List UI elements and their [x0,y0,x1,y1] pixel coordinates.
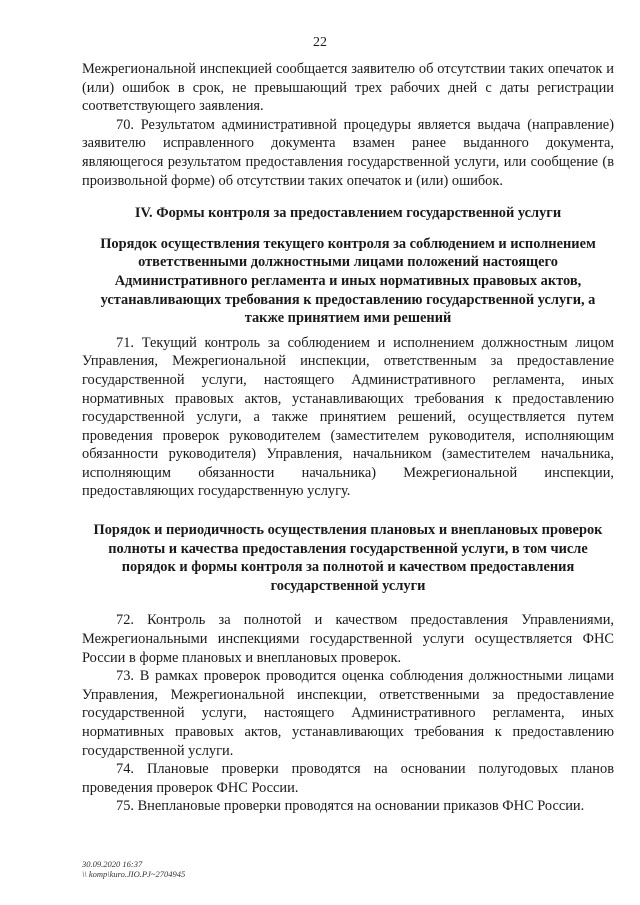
paragraph-74: 74. Плановые проверки проводятся на основании полугодовых планов проведения проверок ФНС России. [82,761,614,796]
footer-ref: \\ komp\kuro.JIO.PJ~2704945 [82,869,186,879]
paragraph-continuation: Межрегиональной инспекцией сообщается заявителю об отсутствии таких опечаток и (или) ошибок в срок, не превышающий трех рабочих дней с даты регистрации соответствующего заявления. [82,61,614,115]
subheading-inspections: Порядок и периодичность осуществления плановых и внеплановых проверок полноты и качества предоставления государственной услуги, в том числе порядок и формы контроля за полнотой и качеством предоставления государственной услуги [93,522,603,594]
paragraph-73: 73. В рамках проверок проводится оценка соблюдения должностными лицами Управления, Межрегиональной инспекции, ответственными за предоставление государственной услуги, настоящего Административного регламента, иных нормативных правовых актов, устанавливающих требования к предоставлению государственной услуги. [82,668,614,759]
footer-date: 30.09.2020 16:37 [82,859,143,869]
subheading-current-control: Порядок осуществления текущего контроля за соблюдением и исполнением ответственными должностными лицами положений настоящего Административного регламента и иных нормативных правовых актов, устанавливающих требования к предоставлению государственной услуги, а также принятием ими решений [100,235,596,327]
document-body [82,60,614,816]
paragraph-72: 72. Контроль за полнотой и качеством предоставления Управлениями, Межрегиональными инспекциями государственной услуги осуществляется ФНС России в форме плановых и внеплановых проверок. [82,612,614,666]
page-number: 22 [313,35,327,50]
section-iv-heading: IV. Формы контроля за предоставлением государственной услуги [134,205,562,222]
paragraph-70: 70. Результатом административной процедуры является выдача (направление) заявителю исправленного документа взамен ранее выданного документа, являющегося результатом предоставления государственной услуги, или сообщение (в произвольной форме) об отсутствии таких опечаток и (или) ошибок. [82,116,614,189]
document-footer [82,859,185,879]
paragraph-75: 75. Внеплановые проверки проводятся на основании приказов ФНС России. [116,798,585,815]
paragraph-71: 71. Текущий контроль за соблюдением и исполнением должностным лицом Управления, Межрегиональной инспекции, ответственным за предоставление государственной услуги, настоящего Административного регламента, иных нормативных правовых актов, устанавливающих требования к предоставлению государственной услуги, а также принятием решений, осуществляется путем проведения проверок руководителем (заместителем руководителя, исполняющим обязанности руководителя) Управления, начальником (заместителем начальника, исполняющим обязанности начальника) Межрегиональной инспекции, предоставляющих государственную услугу. [82,334,614,500]
